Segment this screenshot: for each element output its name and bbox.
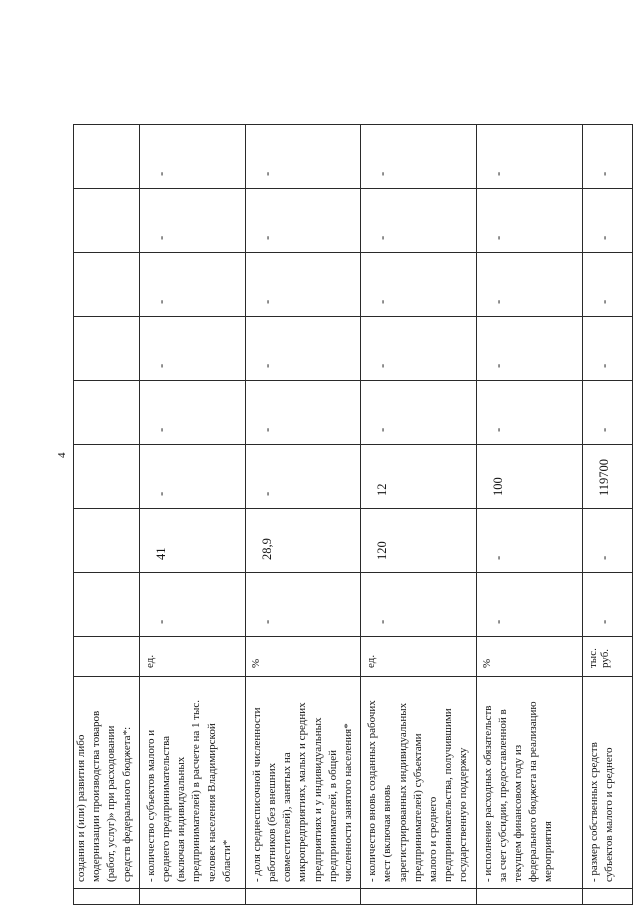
table-row (245, 125, 360, 905)
indicator-line: федерального бюджета на реализацию (527, 701, 540, 882)
indicator-cell (361, 677, 476, 889)
indicator-line: среднего предпринимательства (160, 735, 173, 882)
indicator-line: зарегистрированных индивидуальных (396, 702, 409, 882)
value-cell (74, 509, 140, 573)
value-cell: - (582, 573, 632, 637)
value-cell (74, 445, 140, 509)
indicator-cell (139, 677, 245, 889)
indicator-line: предпринимателей) в расчете на 1 тыс. (190, 699, 203, 882)
value-cell: - (139, 253, 245, 317)
value-cell: 119700 (582, 445, 632, 509)
value-cell: - (361, 573, 476, 637)
indicator-line: области* (220, 839, 233, 882)
table-row (582, 125, 632, 905)
value-cell (74, 381, 140, 445)
indicator-line: - количество вновь созданных рабочих (366, 700, 379, 882)
value-cell: - (139, 445, 245, 509)
indicator-line: модернизации производства товаров (90, 710, 103, 882)
value-cell: - (139, 189, 245, 253)
value-cell: - (245, 125, 360, 189)
value-cell: 12 (361, 445, 476, 509)
indicator-line: микропредприятиях, малых и средних (296, 702, 309, 882)
value-cell: - (476, 509, 582, 573)
page-number: 4 (56, 452, 68, 458)
value-cell: - (139, 381, 245, 445)
value-cell: - (476, 189, 582, 253)
unit-cell (582, 637, 632, 677)
unit-line: тыс. (586, 648, 599, 668)
value-cell (74, 125, 140, 189)
value-cell: - (361, 381, 476, 445)
value-cell (74, 573, 140, 637)
table-row (476, 125, 582, 905)
value-cell: - (139, 317, 245, 381)
indicator-line: численности занятого населения* (342, 723, 355, 882)
value-cell: - (139, 125, 245, 189)
indicator-line: (включая индивидуальных (175, 756, 188, 882)
unit-cell: ед. (361, 637, 476, 677)
indicator-cell (582, 677, 632, 889)
indicator-cell (245, 677, 360, 889)
indicator-line: совместителей), занятых на (281, 752, 294, 882)
indicator-line: - доля среднесписочной численности (250, 707, 263, 882)
value-cell: 100 (476, 445, 582, 509)
value-cell: 120 (361, 509, 476, 573)
value-cell: - (476, 125, 582, 189)
value-cell: - (361, 125, 476, 189)
value-cell: - (476, 381, 582, 445)
unit-cell: ед. (139, 637, 245, 677)
unit-cell: % (476, 637, 582, 677)
value-cell: - (582, 125, 632, 189)
value-cell (74, 189, 140, 253)
table-row (74, 125, 140, 905)
value-cell (74, 253, 140, 317)
value-cell: - (245, 381, 360, 445)
unit-cell (74, 637, 140, 677)
row-margin-cell (476, 889, 582, 905)
value-cell: - (139, 573, 245, 637)
value-cell: - (476, 317, 582, 381)
table-row (361, 125, 476, 905)
unit-line: руб. (598, 648, 611, 668)
indicator-line: человек населения Владимирской (205, 723, 218, 882)
value-cell: 28,9 (245, 509, 360, 573)
value-cell: - (361, 189, 476, 253)
value-cell (74, 317, 140, 381)
indicator-line: субъектов малого и среднего (602, 747, 615, 882)
indicator-line: предпринимателей) субъектами (411, 733, 424, 882)
indicator-line: предпринимателей, в общей (326, 750, 339, 882)
indicator-line: за счет субсидии, предоставленной в (496, 709, 509, 882)
indicators-table (73, 124, 633, 905)
value-cell: - (245, 573, 360, 637)
value-cell: - (245, 317, 360, 381)
value-cell: - (476, 573, 582, 637)
indicator-line: малого и среднего (427, 796, 440, 882)
indicator-line: средств федерального бюджета*: (120, 726, 133, 882)
indicator-line: - размер собственных средств (587, 742, 600, 882)
value-cell: - (582, 317, 632, 381)
value-cell: 41 (139, 509, 245, 573)
indicator-cell (476, 677, 582, 889)
unit-cell: % (245, 637, 360, 677)
row-margin-cell (139, 889, 245, 905)
indicator-line: предпринимательства, получившими (442, 708, 455, 882)
value-cell: - (582, 509, 632, 573)
value-cell: - (361, 317, 476, 381)
value-cell: - (582, 381, 632, 445)
indicator-line: мест (включая вновь (381, 784, 394, 882)
indicator-line: предприятиях и у индивидуальных (311, 717, 324, 882)
indicator-line: мероприятия (542, 821, 555, 882)
row-margin-cell (74, 889, 140, 905)
row-margin-cell (582, 889, 632, 905)
value-cell: - (245, 253, 360, 317)
indicator-line: - количество субъектов малого и (144, 729, 157, 882)
value-cell: - (476, 253, 582, 317)
table-row (139, 125, 245, 905)
row-margin-cell (245, 889, 360, 905)
value-cell: - (361, 253, 476, 317)
row-margin-cell (361, 889, 476, 905)
indicator-line: создания и (или) развития либо (75, 734, 87, 882)
value-cell: - (582, 189, 632, 253)
value-cell: - (245, 189, 360, 253)
value-cell: - (582, 253, 632, 317)
indicator-line: - исполнение расходных обязательств (481, 705, 494, 882)
indicator-cell (74, 677, 140, 889)
indicator-line: (работ, услуг)» при расходовании (105, 725, 118, 882)
value-cell: - (245, 445, 360, 509)
indicator-line: работников (без внешних (266, 762, 279, 882)
indicator-line: государственную поддержку (457, 747, 470, 882)
indicator-line: текущем финансовом году из (512, 744, 525, 882)
